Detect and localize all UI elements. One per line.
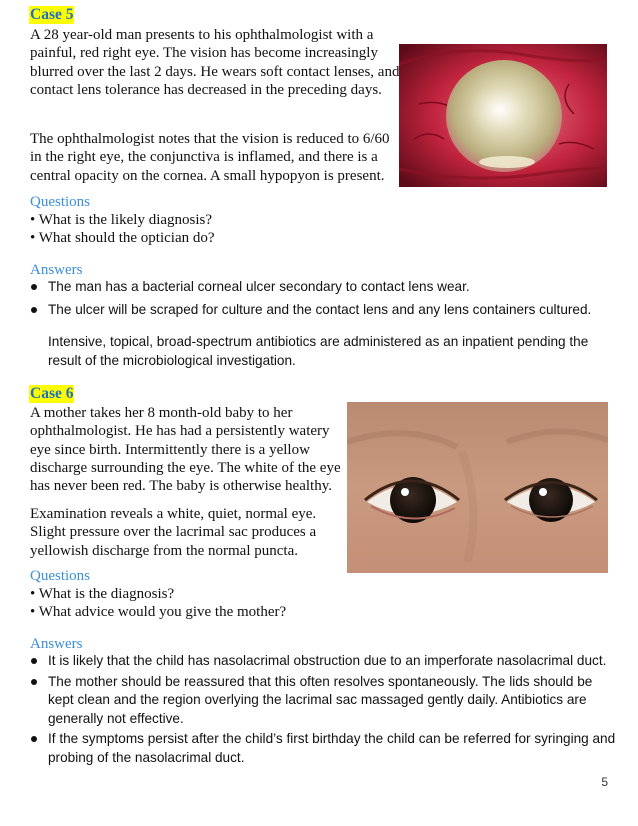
list-item (31, 673, 616, 729)
case5-question: • What should the optician do? (30, 230, 215, 247)
case6-intro-line: ophthalmologist. He has had a persistently watery (30, 423, 330, 440)
case6-intro-line: A mother takes her 8 month-old baby to her (30, 405, 293, 421)
case6-answers-list (31, 652, 616, 767)
case6-findings-line: Slight pressure over the lacrimal sac produces a (30, 524, 317, 541)
case5-answer-note: Intensive, topical, broad-spectrum antibiotics are administered as an inpatient pending the result of the microbiological investigation. (48, 334, 589, 368)
case6-questions-heading: Questions (30, 568, 90, 584)
case5-answers-heading: Answers (30, 262, 83, 278)
case6-questions (30, 585, 360, 622)
case6-intro (30, 404, 350, 495)
case6-answer: It is likely that the child has nasolacrimal obstruction due to an imperforate nasolacrimal duct. (48, 653, 607, 668)
case5-label: Case 5 (30, 6, 74, 23)
case5-question: • What is the likely diagnosis? (30, 212, 213, 228)
case6-answer: The mother should be reassured that this often resolves spontaneously. The lids should be kept clean and the region overlying the lacrimal sac massaged gently daily. Antibiotics are generally not effective. (48, 673, 593, 726)
case6-label: Case 6 (30, 385, 74, 402)
bullet-icon (31, 679, 37, 685)
case5-answer: The ulcer will be scraped for culture and the contact lens and any lens containers cultured. (48, 301, 592, 317)
case5-findings-line: central opacity on the cornea. A small hypopyon is present. (30, 167, 385, 184)
case5-questions (30, 211, 390, 248)
bullet-icon (31, 307, 37, 313)
list-item (31, 652, 616, 671)
baby-eyes-photo (347, 402, 608, 573)
case6-answer: If the symptoms persist after the child’s first birthday the child can be referred for syringing and probing of the nasolacrimal duct. (48, 731, 616, 765)
case5-intro-line: A 28 year-old man presents to his ophthalmologist with a (30, 27, 374, 43)
case6-question: • What is the diagnosis? (30, 586, 175, 602)
bullet-icon (31, 658, 37, 664)
list-item (31, 301, 616, 320)
case5-intro-line: contact lens tolerance has decreased in the preceding days. (30, 81, 382, 98)
case6-intro-line: discharge surrounding the eye. The white of the eye (30, 459, 341, 476)
case6-intro-line: eye since birth. Intermittently there is a yellow (30, 441, 310, 458)
case5-findings (30, 130, 400, 185)
bullet-icon (31, 736, 37, 742)
case5-findings-line: in the right eye, the conjunctiva is inflamed, and there is a (30, 149, 378, 166)
list-item (31, 730, 616, 767)
case5-answers-list (31, 278, 616, 319)
case5-intro-line: painful, red right eye. The vision has become increasingly (30, 45, 378, 62)
case6-findings (30, 505, 350, 560)
list-item (31, 278, 616, 297)
case6-answers-heading: Answers (30, 636, 83, 652)
case6-findings-line: yellowish discharge from the normal puncta. (30, 542, 298, 559)
case5-questions-heading: Questions (30, 194, 90, 210)
case6-findings-line: Examination reveals a white, quiet, normal eye. (30, 506, 317, 522)
case5-intro (30, 26, 400, 99)
page-number: 5 (601, 775, 608, 789)
case5-intro-line: blurred over the last 2 days. He wears soft contact lenses, and (30, 63, 400, 80)
case6-question: • What advice would you give the mother? (30, 604, 287, 621)
case5-answer: The man has a bacterial corneal ulcer secondary to contact lens wear. (48, 279, 470, 294)
corneal-ulcer-photo (399, 44, 607, 187)
case5-findings-line: The ophthalmologist notes that the vision is reduced to 6/60 (30, 131, 390, 147)
bullet-icon (31, 284, 37, 290)
case6-intro-line: has never been red. The baby is otherwise healthy. (30, 478, 332, 495)
